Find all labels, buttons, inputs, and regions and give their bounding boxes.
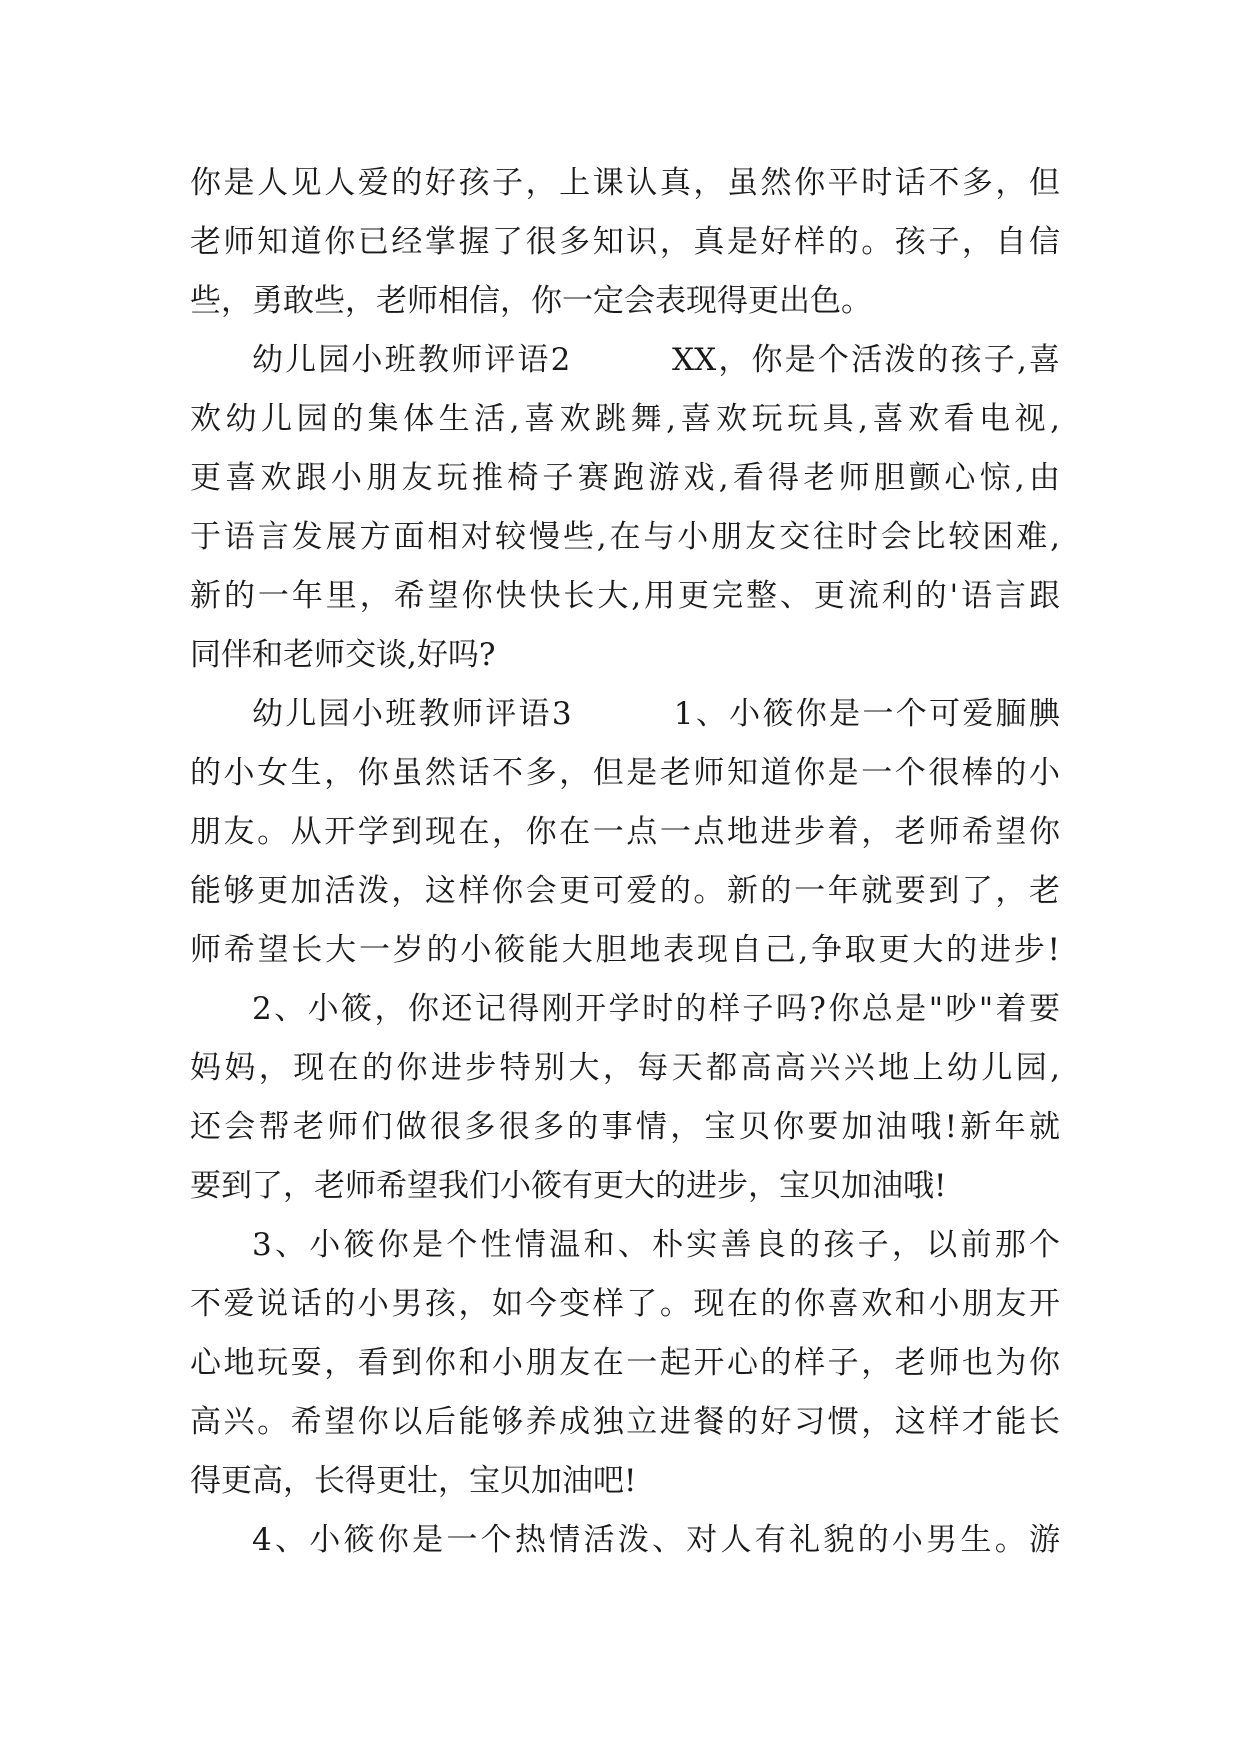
text-line: 欢幼儿园的集体生活,喜欢跳舞,喜欢玩玩具,喜欢看电视, xyxy=(190,401,1060,437)
section-heading-line: 幼儿园小班教师评语3 1、小筱你是一个可爱腼腆 xyxy=(252,696,1060,732)
paragraph-start-line: 3、小筱你是个性情温和、朴实善良的孩子，以前那个 xyxy=(252,1227,1060,1263)
text-line: 不爱说话的小男孩，如今变样了。现在的你喜欢和小朋友开 xyxy=(190,1286,1060,1322)
text-line: 朋友。从开学到现在，你在一点一点地进步着，老师希望你 xyxy=(190,814,1060,850)
text-line: 心地玩耍，看到你和小朋友在一起开心的样子，老师也为你 xyxy=(190,1345,1060,1381)
text-line: 还会帮老师们做很多很多的事情，宝贝你要加油哦!新年就 xyxy=(190,1109,1060,1145)
text-line: 于语言发展方面相对较慢些,在与小朋友交往时会比较困难, xyxy=(190,519,1060,555)
text-line: 老师知道你已经掌握了很多知识，真是好样的。孩子，自信 xyxy=(190,224,1060,260)
text-line: 高兴。希望你以后能够养成独立进餐的好习惯，这样才能长 xyxy=(190,1404,1060,1440)
text-line: 能够更加活泼，这样你会更可爱的。新的一年就要到了，老 xyxy=(190,873,1060,909)
text-line: 些，勇敢些，老师相信，你一定会表现得更出色。 xyxy=(190,283,872,319)
document-body xyxy=(190,154,1060,1570)
text-line: 同伴和老师交谈,好吗? xyxy=(190,637,496,673)
text-line: 得更高，长得更壮，宝贝加油吧! xyxy=(190,1463,637,1499)
paragraph-start-line: 4、小筱你是一个热情活泼、对人有礼貌的小男生。游 xyxy=(252,1522,1060,1558)
text-line: 妈妈，现在的你进步特别大，每天都高高兴兴地上幼儿园, xyxy=(190,1050,1060,1086)
text-line: 你是人见人爱的好孩子，上课认真，虽然你平时话不多，但 xyxy=(190,165,1060,201)
paragraph-start-line: 2、小筱，你还记得刚开学时的样子吗?你总是"吵"着要 xyxy=(252,991,1060,1027)
text-line: 要到了，老师希望我们小筱有更大的进步，宝贝加油哦! xyxy=(190,1168,947,1204)
section-heading-line: 幼儿园小班教师评语2 XX，你是个活泼的孩子,喜 xyxy=(252,342,1060,378)
text-line: 更喜欢跟小朋友玩推椅子赛跑游戏,看得老师胆颤心惊,由 xyxy=(190,460,1060,496)
text-line: 新的一年里，希望你快快长大,用更完整、更流利的'语言跟 xyxy=(190,578,1060,614)
text-line: 的小女生，你虽然话不多，但是老师知道你是一个很棒的小 xyxy=(190,755,1060,791)
text-line: 师希望长大一岁的小筱能大胆地表现自己,争取更大的进步! xyxy=(190,932,1060,968)
